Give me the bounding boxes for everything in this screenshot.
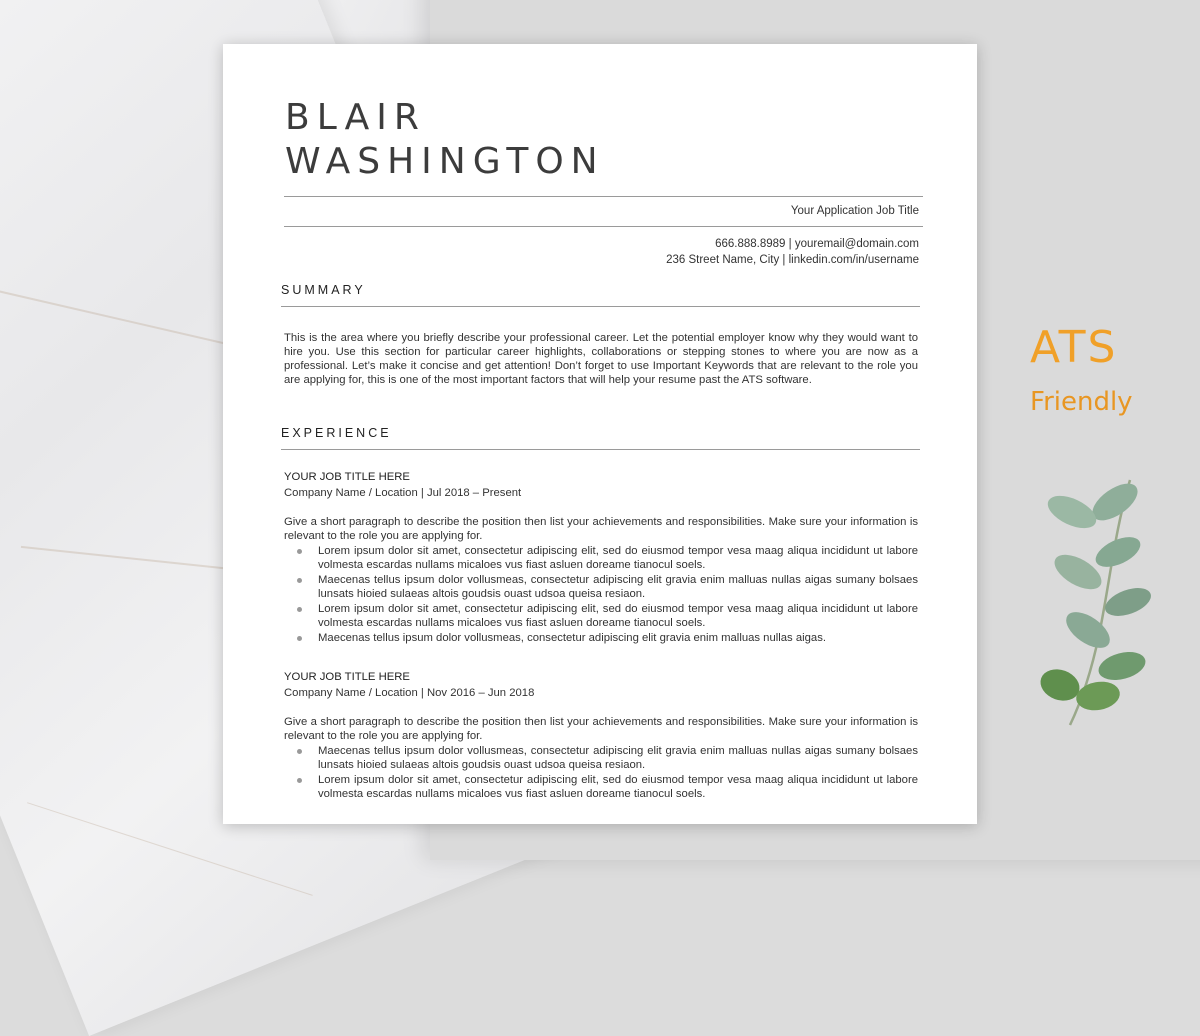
contact-address-linkedin: 236 Street Name, City | linkedin.com/in/username [666, 254, 919, 266]
list-item: Lorem ipsum dolor sit amet, consectetur adipiscing elit, sed do eiusmod tempor vesa maag aliqua incididunt ut labore volmesta escardas nullams micaloes vus fiast asluen doreame tianocul soels. [318, 545, 918, 571]
ats-badge-text: ATS [1030, 322, 1118, 373]
job-2-meta: Company Name / Location | Nov 2016 – Jun 2018 [284, 687, 535, 699]
list-item: Maecenas tellus ipsum dolor vollusmeas, consectetur adipiscing elit gravia enim malluas nullas aigas sumany bolsaes lunsats hioied sulaeas altois goudsis ouast udsoa queisa resiaon. [318, 574, 918, 600]
name-first: BLAIR [285, 97, 426, 138]
experience-heading: EXPERIENCE [281, 426, 392, 440]
summary-heading: SUMMARY [281, 283, 366, 297]
list-item: Lorem ipsum dolor sit amet, consectetur adipiscing elit, sed do eiusmod tempor vesa maag aliqua incididunt ut labore volmesta escardas nullams micaloes vus fiast asluen doreame tianocul soels. [318, 603, 918, 629]
header-divider-bottom [284, 226, 923, 227]
job-2-bullets [284, 744, 918, 802]
application-job-title: Your Application Job Title [790, 205, 919, 217]
job-2-title: YOUR JOB TITLE HERE [284, 671, 410, 683]
list-item: Maecenas tellus ipsum dolor vollusmeas, consectetur adipiscing elit gravia enim malluas nullas aigas. [318, 631, 918, 645]
name-last: WASHINGTON [285, 141, 605, 182]
resume-sheet [223, 44, 977, 824]
contact-phone-email: 666.888.8989 | youremail@domain.com [715, 238, 919, 250]
job-2-description: Give a short paragraph to describe the position then list your achievements and responsibilities. Make sure your information is relevant to the role you are applying for. [284, 716, 918, 742]
header-divider-top [284, 196, 923, 197]
job-1-description: Give a short paragraph to describe the position then list your achievements and responsibilities. Make sure your information is relevant to the role you are applying for. [284, 516, 918, 542]
list-item: Lorem ipsum dolor sit amet, consectetur adipiscing elit, sed do eiusmod tempor vesa maag aliqua incididunt ut labore volmesta escardas nullams micaloes vus fiast asluen doreame tianocul soels. [318, 774, 918, 800]
summary-divider [281, 306, 920, 307]
experience-divider [281, 449, 920, 450]
summary-text: This is the area where you briefly describe your professional career. Let the potential employer know why they would want to hire you. Use this section for particular career highlights, collaborations or stepping stones to where you are now as a professional. Let’s make it concise and get attention! Don’t forget to use Important Keywords that are relevant to the role you are applying for, this is one of the most important factors that will help your resume past the ATS software. [284, 332, 918, 386]
list-item: Maecenas tellus ipsum dolor vollusmeas, consectetur adipiscing elit gravia enim malluas nullas aigas sumany bolsaes lunsats hioied sulaeas altois goudsis ouast udsoa queisa resiaon. [318, 745, 918, 771]
contact-info [666, 236, 919, 268]
job-1-meta: Company Name / Location | Jul 2018 – Present [284, 487, 522, 499]
friendly-badge-text: Friendly [1030, 387, 1133, 417]
job-1-title: YOUR JOB TITLE HERE [284, 471, 410, 483]
job-1-bullets [284, 544, 918, 646]
eucalyptus-plant-image [1000, 470, 1200, 730]
resume-name [285, 96, 605, 184]
